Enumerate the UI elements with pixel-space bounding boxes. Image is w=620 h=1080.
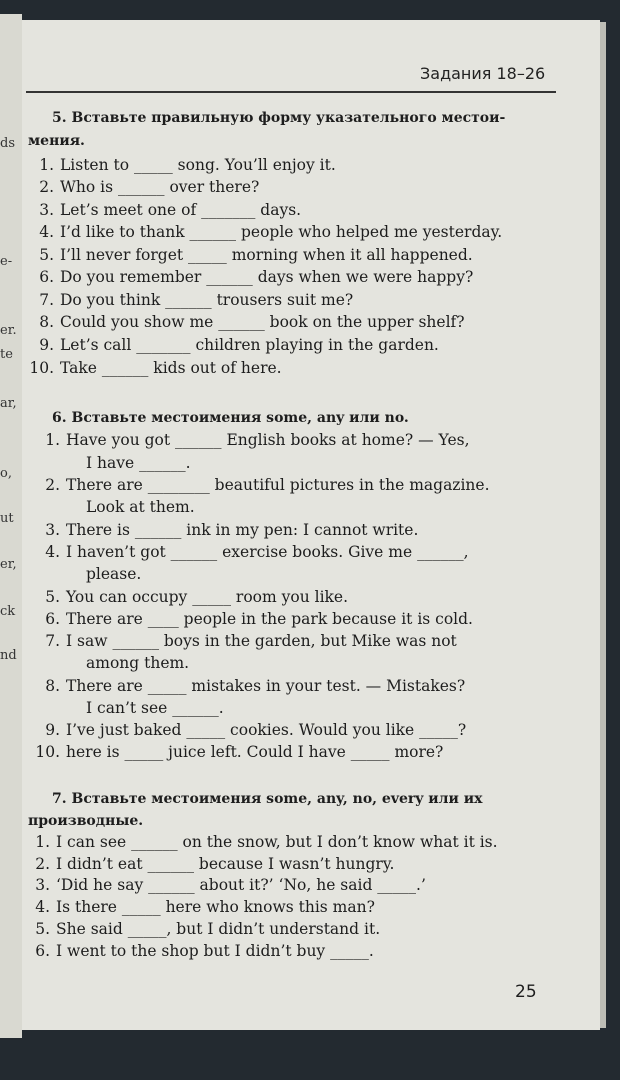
- exercise-5-title: 5. Вставьте правильную форму указательного местои-: [52, 110, 506, 126]
- exercise-6-item: 5. You can occupy _____ room you like.: [45, 588, 349, 606]
- exercise-6-item-cont: Look at them.: [86, 498, 195, 516]
- exercise-5-item: 1. Listen to _____ song. You’ll enjoy it.: [39, 156, 336, 174]
- exercise-7-item: 2. I didn’t eat ______ because I wasn’t hungry.: [35, 855, 395, 873]
- exercise-6-item-cont: I can’t see ______.: [86, 699, 224, 717]
- exercise-7-item: 3. ‘Did he say ______ about it?’ ‘No, he said _____.’: [35, 876, 426, 894]
- exercise-6-item: 10. here is _____ juice left. Could I have _____ more?: [35, 743, 444, 761]
- exercise-5-item: 6. Do you remember ______ days when we were happy?: [39, 268, 474, 286]
- exercise-5-item: 10. Take ______ kids out of here.: [29, 359, 282, 377]
- page-header: Задания 18–26: [420, 64, 546, 83]
- exercise-5-item: 5. I’ll never forget _____ morning when it all happened.: [39, 246, 473, 264]
- exercise-7-item: 5. She said _____, but I didn’t understand it.: [35, 920, 381, 938]
- exercise-5-item: 8. Could you show me ______ book on the upper shelf?: [39, 313, 465, 331]
- margin-fragment: er.: [0, 323, 17, 338]
- exercise-6-title: 6. Вставьте местоимения some, any или no.: [52, 410, 409, 426]
- exercise-6-item-cont: among them.: [86, 654, 190, 672]
- exercise-7-item: 4. Is there _____ here who knows this man?: [35, 898, 375, 916]
- exercise-5-item: 3. Let’s meet one of _______ days.: [39, 201, 302, 219]
- exercise-6-item: 3. There is ______ ink in my pen: I cannot write.: [45, 521, 419, 539]
- margin-fragment: ds: [0, 136, 15, 151]
- page-number: 25: [515, 982, 537, 1002]
- exercise-7-item: 6. I went to the shop but I didn’t buy _____.: [35, 942, 374, 960]
- margin-fragment: ut: [0, 511, 14, 526]
- left-page-edge: [0, 14, 22, 1038]
- exercise-6-item: 7. I saw ______ boys in the garden, but Mike was not: [45, 632, 457, 650]
- exercise-6-item: 4. I haven’t got ______ exercise books. Give me ______,: [45, 543, 469, 561]
- exercise-7-title-cont: производные.: [28, 813, 144, 829]
- margin-fragment: o,: [0, 466, 12, 481]
- margin-fragment: te: [0, 347, 13, 362]
- margin-fragment: e-: [0, 254, 13, 269]
- exercise-6-item-cont: I have ______.: [86, 454, 191, 472]
- exercise-5-item: 2. Who is ______ over there?: [39, 178, 260, 196]
- margin-fragment: ck: [0, 604, 16, 619]
- exercise-5-item: 4. I’d like to thank ______ people who helped me yesterday.: [39, 223, 503, 241]
- exercise-6-item: 2. There are ________ beautiful pictures in the magazine.: [45, 476, 490, 494]
- margin-fragment: nd: [0, 648, 17, 663]
- header-rule: [26, 91, 556, 93]
- exercise-6-item: 9. I’ve just baked _____ cookies. Would you like _____?: [45, 721, 467, 739]
- exercise-7-item: 1. I can see ______ on the snow, but I don’t know what it is.: [35, 833, 498, 851]
- exercise-6-item: 6. There are ____ people in the park because it is cold.: [45, 610, 473, 628]
- exercise-6-item: 8. There are _____ mistakes in your test. — Mistakes?: [45, 677, 466, 695]
- exercise-6-item-cont: please.: [86, 565, 142, 583]
- exercise-5-title-cont: мения.: [28, 133, 85, 149]
- book-page: [22, 20, 600, 1030]
- margin-fragment: ar,: [0, 396, 17, 411]
- exercise-7-title: 7. Вставьте местоимения some, any, no, every или их: [52, 791, 483, 807]
- exercise-6-item: 1. Have you got ______ English books at home? — Yes,: [45, 431, 470, 449]
- exercise-5-item: 7. Do you think ______ trousers suit me?: [39, 291, 354, 309]
- exercise-5-item: 9. Let’s call _______ children playing in the garden.: [39, 336, 439, 354]
- margin-fragment: er,: [0, 557, 17, 572]
